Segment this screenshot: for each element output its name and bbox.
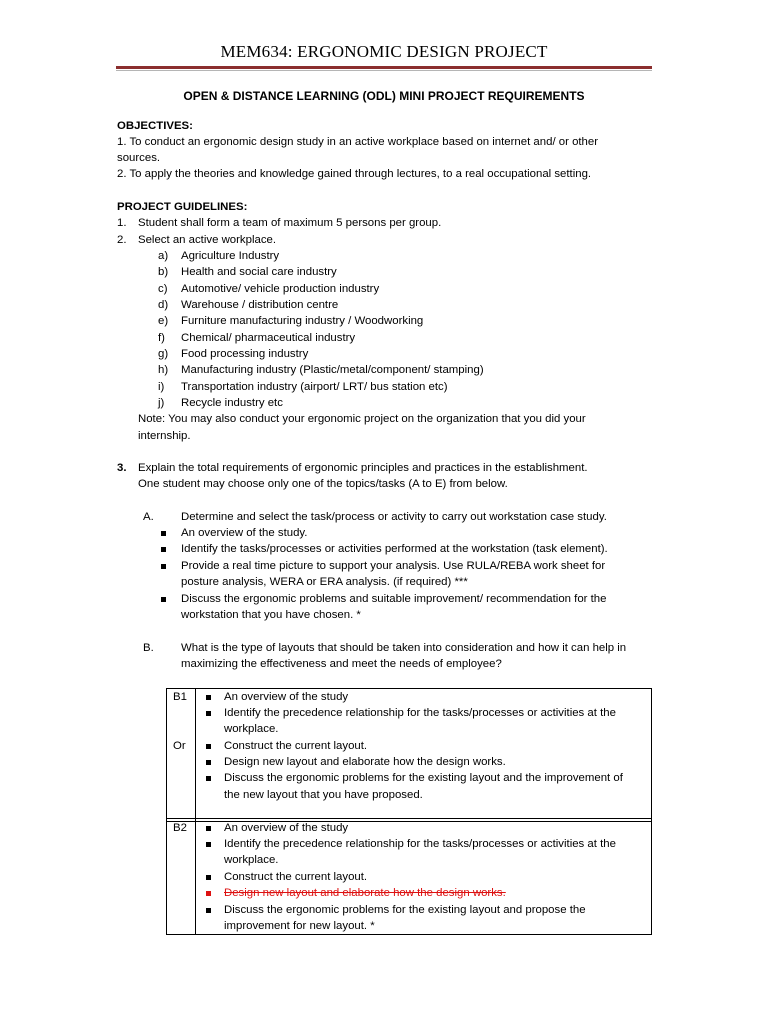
bullet-icon bbox=[206, 776, 211, 781]
workplace-letter: c) bbox=[158, 283, 168, 295]
b2-label: B2 bbox=[173, 822, 187, 834]
workplace-item: Chemical/ pharmaceutical industry bbox=[181, 332, 356, 344]
b1-label: B1 bbox=[173, 691, 187, 703]
objective-2: 2. To apply the theories and knowledge gained through lectures, to a real occupational setting. bbox=[117, 168, 592, 180]
topic-b-letter: B. bbox=[143, 642, 154, 654]
topic-a-bullet-continuation: posture analysis, WERA or ERA analysis. (if required) *** bbox=[181, 576, 468, 588]
workplace-item: Automotive/ vehicle production industry bbox=[181, 283, 380, 295]
b2-item-continuation: workplace. bbox=[224, 854, 279, 866]
b2-item-continuation: improvement for new layout. * bbox=[224, 920, 375, 932]
objective-1-line-2: sources. bbox=[117, 152, 161, 164]
bullet-icon bbox=[206, 891, 211, 896]
topic-a-bullet-continuation: workstation that you have chosen. * bbox=[181, 609, 361, 621]
guideline-3-number: 3. bbox=[117, 462, 127, 474]
workplace-item: Agriculture Industry bbox=[181, 250, 280, 262]
topic-a-bullet: Identify the tasks/processes or activities performed at the workstation (task element). bbox=[181, 543, 608, 555]
b1-item: An overview of the study bbox=[224, 691, 349, 703]
workplace-letter: b) bbox=[158, 266, 169, 278]
b1-item: Construct the current layout. bbox=[224, 740, 368, 752]
workplace-item: Recycle industry etc bbox=[181, 397, 283, 409]
or-label: Or bbox=[173, 740, 186, 752]
topic-a-letter: A. bbox=[143, 511, 154, 523]
b1-item-continuation: workplace. bbox=[224, 723, 279, 735]
topic-a-bullet: Provide a real time picture to support your analysis. Use RULA/REBA work sheet for bbox=[181, 560, 606, 572]
guideline-3-line-2: One student may choose only one of the topics/tasks (A to E) from below. bbox=[138, 478, 508, 490]
bullet-icon bbox=[206, 744, 211, 749]
bullet-icon bbox=[206, 908, 211, 913]
b1-item: Identify the precedence relationship for the tasks/processes or activities at the bbox=[224, 707, 616, 719]
workplace-item: Food processing industry bbox=[181, 348, 309, 360]
b2-item: Construct the current layout. bbox=[224, 871, 368, 883]
topic-a-bullet: An overview of the study. bbox=[181, 527, 308, 539]
table-column-divider bbox=[195, 688, 196, 934]
guideline-2: Select an active workplace. bbox=[138, 234, 277, 246]
topic-a-bullet: Discuss the ergonomic problems and suitable improvement/ recommendation for the bbox=[181, 593, 607, 605]
workplace-letter: h) bbox=[158, 364, 169, 376]
workplace-letter: i) bbox=[158, 381, 165, 393]
workplace-letter: e) bbox=[158, 315, 169, 327]
workplace-item: Furniture manufacturing industry / Woodworking bbox=[181, 315, 424, 327]
bullet-icon bbox=[161, 564, 166, 569]
guideline-1-number: 1. bbox=[117, 217, 127, 229]
objective-1-line-1: 1. To conduct an ergonomic design study in an active workplace based on internet and/ or other bbox=[117, 136, 599, 148]
workplace-letter: f) bbox=[158, 332, 165, 344]
b1-item: Discuss the ergonomic problems for the existing layout and the improvement of bbox=[224, 772, 623, 784]
header-rule bbox=[116, 66, 652, 69]
guideline-1: Student shall form a team of maximum 5 persons per group. bbox=[138, 217, 442, 229]
note-line-2: internship. bbox=[138, 430, 191, 442]
topic-a-text: Determine and select the task/process or activity to carry out workstation case study. bbox=[181, 511, 607, 523]
b2-item: Discuss the ergonomic problems for the existing layout and propose the bbox=[224, 904, 586, 916]
workplace-item: Warehouse / distribution centre bbox=[181, 299, 339, 311]
bullet-icon bbox=[161, 547, 166, 552]
bullet-icon bbox=[161, 531, 166, 536]
topic-b-line-1: What is the type of layouts that should be taken into consideration and how it can help in bbox=[181, 642, 627, 654]
b2-item: An overview of the study bbox=[224, 822, 349, 834]
objectives-heading: OBJECTIVES: bbox=[117, 120, 193, 132]
bullet-icon bbox=[206, 875, 211, 880]
b1-item: Design new layout and elaborate how the design works. bbox=[224, 756, 506, 768]
b2-item-struck: Design new layout and elaborate how the design works. bbox=[224, 887, 506, 899]
guidelines-heading: PROJECT GUIDELINES: bbox=[117, 201, 248, 213]
workplace-letter: a) bbox=[158, 250, 169, 262]
guideline-2-number: 2. bbox=[117, 234, 127, 246]
workplace-letter: j) bbox=[158, 397, 165, 409]
topic-b-line-2: maximizing the effectiveness and meet the needs of employee? bbox=[181, 658, 502, 670]
document-subtitle: OPEN & DISTANCE LEARNING (ODL) MINI PROJECT REQUIREMENTS bbox=[183, 89, 585, 103]
b1-item-continuation: the new layout that you have proposed. bbox=[224, 789, 423, 801]
workplace-item: Manufacturing industry (Plastic/metal/component/ stamping) bbox=[181, 364, 484, 376]
bullet-icon bbox=[161, 597, 166, 602]
workplace-letter: g) bbox=[158, 348, 169, 360]
bullet-icon bbox=[206, 760, 211, 765]
workplace-item: Transportation industry (airport/ LRT/ bus station etc) bbox=[181, 381, 448, 393]
note-line-1: Note: You may also conduct your ergonomic project on the organization that you did your bbox=[138, 413, 586, 425]
bullet-icon bbox=[206, 842, 211, 847]
header-rule-thin bbox=[116, 70, 652, 71]
b2-item: Identify the precedence relationship for the tasks/processes or activities at the bbox=[224, 838, 616, 850]
bullet-icon bbox=[206, 695, 211, 700]
guideline-3-line-1: Explain the total requirements of ergonomic principles and practices in the establishment. bbox=[138, 462, 588, 474]
workplace-item: Health and social care industry bbox=[181, 266, 337, 278]
bullet-icon bbox=[206, 826, 211, 831]
bullet-icon bbox=[206, 711, 211, 716]
workplace-letter: d) bbox=[158, 299, 169, 311]
page-title: MEM634: ERGONOMIC DESIGN PROJECT bbox=[220, 42, 548, 61]
table-row-divider-top bbox=[166, 818, 651, 819]
